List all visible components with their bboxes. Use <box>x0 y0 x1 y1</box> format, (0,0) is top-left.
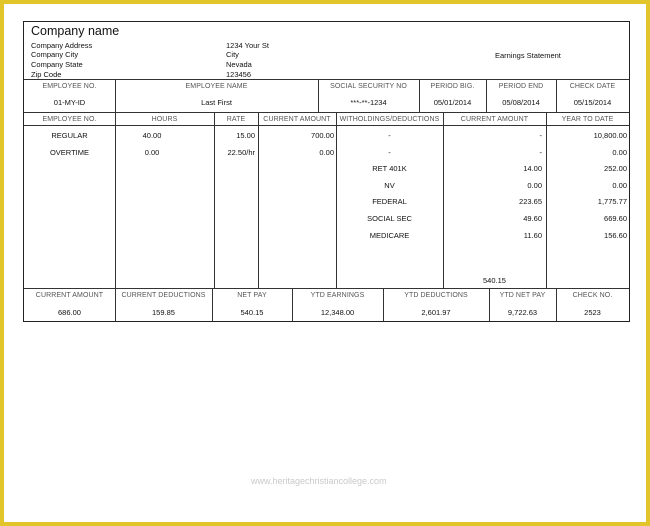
earning-type: REGULAR <box>51 131 88 140</box>
company-state-label: Company State <box>31 60 83 69</box>
period-end-header: PERIOD END <box>498 83 544 90</box>
deduction-amount: - <box>539 148 542 157</box>
earning-type: OVERTIME <box>49 148 90 157</box>
company-city-label: Company City <box>31 50 79 59</box>
ytd-value: 252.00 <box>604 164 627 173</box>
summary-check-no-header: CHECK NO. <box>572 292 613 299</box>
deduction-name: FEDERAL <box>372 197 407 206</box>
deduction-name: SOCIAL SEC <box>367 214 412 223</box>
ssn-value: ***-**-1234 <box>350 98 387 107</box>
company-address-value: 1234 Your St <box>226 41 269 50</box>
year-to-date-header: YEAR TO DATE <box>561 116 614 123</box>
hours-header: HOURS <box>151 116 178 123</box>
employee-name-header: EMPLOYEE NAME <box>185 83 248 90</box>
employee-no-value: 01-MY-ID <box>53 98 86 107</box>
ytd-value: 156.60 <box>604 231 627 240</box>
deduction-amount-header: CURRENT AMOUNT <box>460 116 529 123</box>
ytd-value: 1,775.77 <box>597 197 627 206</box>
employee-no-header: EMPLOYEE NO. <box>42 83 97 90</box>
summary-ytd-earnings-value: 12,348.00 <box>320 308 355 317</box>
period-begin-value: 05/01/2014 <box>433 98 472 107</box>
deduction-amount: 11.60 <box>523 231 542 240</box>
deduction-amount: 14.00 <box>523 164 542 173</box>
summary-ytd-deductions-value: 2,601.97 <box>421 308 451 317</box>
current-amount-value: 0.00 <box>319 148 334 157</box>
current-amount-header: CURRENT AMOUNT <box>263 116 331 123</box>
company-name: Company name <box>31 24 120 38</box>
zip-code-label: Zip Code <box>31 70 62 79</box>
deduction-name: MEDICARE <box>369 231 410 240</box>
check-date-value: 05/15/2014 <box>573 98 612 107</box>
summary-current-deductions-value: 159.85 <box>152 308 175 317</box>
ytd-value: 669.60 <box>604 214 627 223</box>
ssn-header: SOCIAL SECURITY NO <box>330 83 407 90</box>
summary-check-no-value: 2523 <box>584 308 601 317</box>
rate-header: RATE <box>226 116 246 123</box>
withholdings-header: WITHOLDINGS/DEDUCTIONS <box>339 116 440 123</box>
deduction-name: NV <box>384 181 395 190</box>
ytd-value: 10,800.00 <box>593 131 627 140</box>
company-city-value: City <box>226 50 239 59</box>
summary-current-deductions-header: CURRENT DEDUCTIONS <box>121 292 206 299</box>
employee-name-value: Last First <box>201 98 232 107</box>
company-state-value: Nevada <box>226 60 252 69</box>
check-date-header: CHECK DATE <box>569 83 616 90</box>
watermark: www.heritagechristiancollege.com <box>251 476 387 486</box>
deduction-name: - <box>388 148 391 157</box>
summary-net-pay-header: NET PAY <box>237 292 267 299</box>
earnings-type-header: EMPLOYEE NO. <box>42 116 97 123</box>
summary-ytd-deductions-header: YTD DEDUCTIONS <box>404 292 468 299</box>
earnings-statement <box>23 21 630 322</box>
summary-current-amount-header: CURRENT AMOUNT <box>35 292 104 299</box>
deduction-name: - <box>388 131 391 140</box>
deduction-amount: 223.65 <box>519 197 542 206</box>
deduction-amount: 0.00 <box>527 181 542 190</box>
period-end-value: 05/08/2014 <box>502 98 540 107</box>
deduction-name: RET 401K <box>372 164 407 173</box>
summary-net-pay-value: 540.15 <box>240 308 264 317</box>
zip-code-value: 123456 <box>226 70 252 79</box>
deduction-amount: - <box>539 131 542 140</box>
ytd-value: 0.00 <box>612 181 627 190</box>
deduction-amount: 49.60 <box>523 214 542 223</box>
company-address-label: Company Address <box>31 41 93 50</box>
summary-ytd-net-pay-value: 9,722.63 <box>507 308 538 317</box>
statement-title: Earnings Statement <box>495 51 561 60</box>
hours-value: 0.00 <box>144 148 160 157</box>
ytd-value: 0.00 <box>612 148 627 157</box>
summary-ytd-net-pay-header: YTD NET PAY <box>499 292 546 299</box>
net-pay-subtotal: 540.15 <box>483 276 506 285</box>
current-amount-value: 700.00 <box>311 131 334 140</box>
rate-value: 15.00 <box>236 131 255 140</box>
hours-value: 40.00 <box>142 131 162 140</box>
summary-ytd-earnings-header: YTD EARNINGS <box>310 292 365 299</box>
period-begin-header: PERIOD BIG. <box>430 83 475 90</box>
rate-value: 22.50/hr <box>227 148 255 157</box>
summary-current-amount-value: 686.00 <box>58 308 81 317</box>
